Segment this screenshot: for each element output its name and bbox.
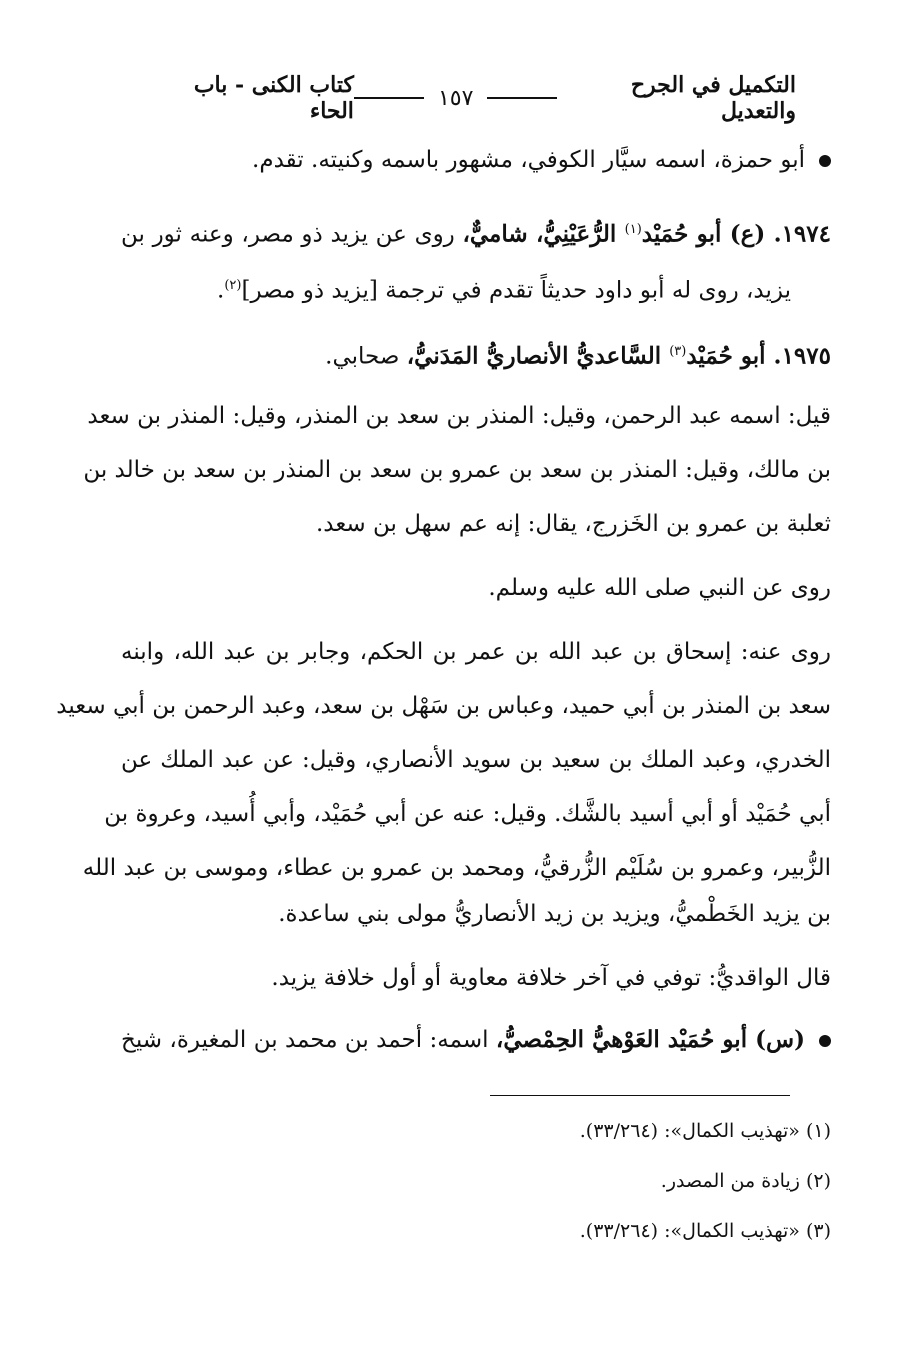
- entry-1974-line2: [217, 266, 791, 311]
- header-center: [354, 86, 557, 111]
- entry-text-end: .: [217, 277, 225, 304]
- book-title: التكميل في الجرح والتعديل: [630, 72, 796, 124]
- entry-text: صحابي.: [325, 343, 407, 370]
- bullet-icon: [819, 1035, 831, 1047]
- entry-1975-heading: [325, 332, 831, 377]
- paragraph-line: بن يزيد الخَطْميُّ، ويزيد بن زيد الأنصاريُّ مولى بني ساعدة.: [278, 901, 831, 927]
- header-dash-left: [354, 97, 424, 99]
- entry-heading: ١٩٧٤. (ع) أبو حُمَيْد: [641, 220, 831, 248]
- paragraph-line: أبي حُمَيْد أو أبي أسيد بالشَّك. وقيل: عنه عن أبي حُمَيْد، وأبي أُسيد، وعروة بن: [104, 801, 831, 827]
- paragraph-line: روى عنه: إسحاق بن عبد الله بن عمر بن الحكم، وجابر بن عبد الله، وابنه: [121, 639, 831, 665]
- footnote-2: (٢) زيادة من المصدر.: [660, 1170, 831, 1192]
- footnote-ref: (٣): [669, 344, 687, 359]
- entry-heading: (س) أبو حُمَيْد العَوْهيُّ الحِمْصيُّ،: [495, 1026, 805, 1053]
- footnote-ref: (٢): [224, 278, 242, 293]
- entry-1974-line1: [121, 210, 831, 255]
- entry-text: اسمه: أحمد بن محمد بن المغيرة، شيخ: [121, 1027, 496, 1053]
- entry-text: أبو حمزة، اسمه سيَّار الكوفي، مشهور باسمه وكنيته. تقدم.: [252, 147, 805, 173]
- paragraph-line: قال الواقديُّ: توفي في آخر خلافة معاوية أو أول خلافة يزيد.: [271, 965, 831, 991]
- running-header: [150, 72, 796, 124]
- entry-text: روى عن يزيد ذو مصر، وعنه ثور بن: [121, 221, 463, 248]
- footnote-1: (١) «تهذيب الكمال»: (٣٣/٢٦٤).: [579, 1120, 831, 1142]
- footnote-separator: [490, 1095, 790, 1096]
- footnote-3: (٣) «تهذيب الكمال»: (٣٣/٢٦٤).: [579, 1220, 831, 1242]
- entry-abu-humayd-awhi: [121, 1020, 831, 1060]
- entry-heading-nisba: الرُّعَيْنِيُّ، شاميٌّ،: [462, 220, 625, 248]
- paragraph-line: بن مالك، وقيل: المنذر بن سعد بن عمرو بن سعد بن المنذر بن سعد بن خالد بن: [83, 457, 831, 483]
- entry-abu-hamza: [252, 140, 831, 180]
- entry-text: يزيد، روى له أبو داود حديثاً تقدم في ترجمة [يزيد ذو مصر]: [241, 277, 791, 304]
- paragraph-line: ثعلبة بن عمرو بن الخَزرج، يقال: إنه عم سهل بن سعد.: [315, 511, 831, 537]
- paragraph-line: سعد بن المنذر بن أبي حميد، وعباس بن سَهْل بن سعد، وعبد الرحمن بن أبي سعيد: [56, 693, 831, 719]
- paragraph-line: روى عن النبي صلى الله عليه وسلم.: [488, 575, 831, 601]
- section-title: كتاب الكنى - باب الحاء: [193, 72, 354, 124]
- entry-heading: ١٩٧٥. أبو حُمَيْد: [686, 342, 831, 370]
- header-dash-right: [487, 97, 557, 99]
- entry-heading-nisba: السَّاعديُّ الأنصاريُّ المَدَنيُّ،: [406, 342, 670, 370]
- paragraph-line: الزُّبير، وعمرو بن سُلَيْم الزُّرقيُّ، ومحمد بن عمرو بن عطاء، وموسى بن عبد الله: [82, 855, 831, 881]
- paragraph-line: الخدري، وعبد الملك بن سعيد بن سويد الأنصاري، وقيل: عن عبد الملك عن: [121, 747, 831, 773]
- page-number: ١٥٧: [437, 85, 474, 111]
- bullet-icon: [819, 155, 831, 167]
- paragraph-line: قيل: اسمه عبد الرحمن، وقيل: المنذر بن سعد بن المنذر، وقيل: المنذر بن سعد: [87, 403, 831, 429]
- footnote-ref: (١): [624, 222, 642, 237]
